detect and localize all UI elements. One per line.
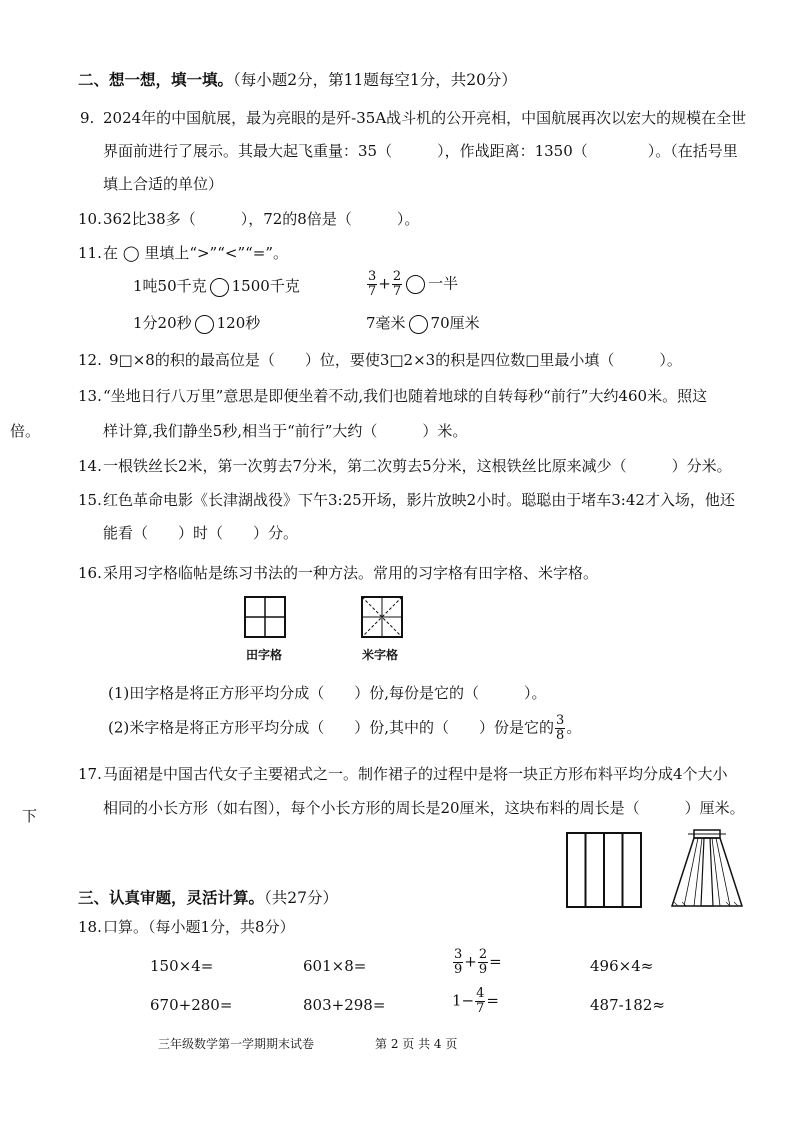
q15-line-2: 能看（ ）时（ ）分。 — [103, 524, 299, 542]
q17-line-2: 相同的小长方形（如右图），每个小长方形的周长是20厘米，这块布料的周长是（ ）厘米。 — [103, 799, 745, 817]
compare-circle[interactable] — [406, 275, 425, 294]
fraction: $\frac{3}{8}$ — [556, 713, 565, 743]
q11-a-right: 1500千克 — [231, 277, 300, 295]
section-3-heading — [78, 886, 338, 908]
q18-number: 18. — [78, 918, 102, 936]
calc-item: 803+298= — [303, 996, 386, 1014]
fraction: $\frac{4}{7}$ — [476, 986, 485, 1016]
q18-title: 口算。（每小题1分，共8分） — [103, 918, 295, 936]
q11-item-a — [133, 276, 300, 297]
section-3-title: 三、认真审题，灵活计算。 — [78, 888, 265, 907]
q11-item-b: $\frac{3}{7}$ + $\frac{2}{7}$ 一半 — [368, 269, 459, 299]
q13-line-2: 样计算,我们静坐5秒,相当于“前行”大约（ ）米。 — [103, 422, 468, 440]
calc-item: 670+280= — [150, 996, 233, 1014]
section-2-note: （每小题2分，第11题每空1分，共20分） — [233, 71, 517, 89]
q15-line-1: 红色革命电影《长津湖战役》下午3:25开场，影片放映2小时。聪聪由于堵车3:42才入场，他还 — [103, 491, 735, 509]
fraction: $\frac{3}{7}$ — [368, 269, 377, 299]
q10-text: 362比38多（ ），72的8倍是（ ）。 — [103, 210, 420, 228]
calc-item: 601×8= — [303, 957, 367, 975]
q11-b-right: 一半 — [428, 274, 459, 293]
q12-number: 12. — [78, 351, 102, 369]
q11-item-d: 7毫米 70厘米 — [366, 314, 480, 332]
q17-number: 17. — [78, 765, 102, 783]
mi-grid-label: 米字格 — [362, 648, 399, 662]
section-2-title: 二、想一想，填一填。 — [78, 70, 234, 89]
q11-number: 11. — [78, 244, 102, 262]
q11-text: 在 ◯ 里填上“>”“<”“=”。 — [103, 244, 289, 262]
compare-circle[interactable] — [409, 315, 428, 334]
q10-number: 10. — [78, 210, 102, 228]
q11-item-c: 1分20秒 120秒 — [133, 314, 261, 332]
section-2-heading — [78, 68, 517, 90]
calc-item: 496×4≈ — [590, 957, 654, 975]
margin-bei: 倍。 — [10, 422, 41, 440]
calc-item: 150×4= — [150, 957, 214, 975]
calc-item: 487-182≈ — [590, 996, 665, 1014]
q16-sub-2: (2)米字格是将正方形平均分成（ ）份,其中的（ ）份是它的 $\frac{3}{8}$ 。 — [108, 713, 582, 743]
q12-text: 9□×8的积的最高位是（ ）位，要使3□2×3的积是四位数□里最小填（ ）。 — [109, 351, 682, 369]
tian-grid-diagram — [244, 596, 286, 638]
compare-circle[interactable] — [195, 315, 214, 334]
mi-grid-diagram — [361, 596, 403, 638]
q9-line-2: 界面前进行了展示。其最大起飞重量：35（ ），作战距离：1350（ ）。（在括号里 — [103, 142, 738, 160]
calc-item: 1− $\frac{4}{7}$ = — [452, 986, 499, 1016]
q13-line-1: “坐地日行八万里”意思是即便坐着不动,我们也随着地球的自转每秒“前行”大约460米。照这 — [103, 387, 708, 405]
mamian-skirt-icon — [668, 826, 746, 914]
q16-sub-1: (1)田字格是将正方形平均分成（ ）份,每份是它的（ ）。 — [108, 684, 547, 702]
q9-number: 9. — [80, 109, 95, 127]
section-3-note: （共27分） — [264, 889, 338, 907]
q16-text: 采用习字格临帖是练习书法的一种方法。常用的习字格有田字格、米字格。 — [103, 564, 599, 582]
q9-line-3: 填上合适的单位） — [103, 175, 224, 193]
calc-item: $\frac{3}{9}$ + $\frac{2}{9}$ = — [454, 947, 502, 977]
footer-page: 第 2 页 共 4 页 — [375, 1037, 458, 1051]
q11-a-left: 1吨50千克 — [133, 277, 207, 295]
q17-line-1: 马面裙是中国古代女子主要裙式之一。制作裙子的过程中是将一块正方形布料平均分成4个大小 — [103, 765, 728, 783]
square-cloth-diagram — [566, 832, 642, 908]
margin-xia: 下 — [22, 807, 38, 825]
fraction: $\frac{2}{7}$ — [392, 269, 402, 299]
q14-text: 一根铁丝长2米，第一次剪去7分米，第二次剪去5分米，这根铁丝比原来减少（ ）分米。 — [103, 457, 732, 475]
q14-number: 14. — [78, 457, 102, 475]
fraction: $\frac{2}{9}$ — [478, 947, 488, 977]
tian-grid-label: 田字格 — [246, 648, 283, 662]
q15-number: 15. — [78, 491, 102, 509]
q9-line-1: 2024年的中国航展，最为亮眼的是歼-35A战斗机的公开亮相，中国航展再次以宏大的规模在全世 — [103, 109, 747, 127]
fraction: $\frac{3}{9}$ — [454, 947, 463, 977]
footer-title: 三年级数学第一学期期末试卷 — [158, 1037, 315, 1051]
q13-number: 13. — [78, 387, 102, 405]
compare-circle[interactable] — [210, 278, 229, 297]
q16-number: 16. — [78, 564, 102, 582]
